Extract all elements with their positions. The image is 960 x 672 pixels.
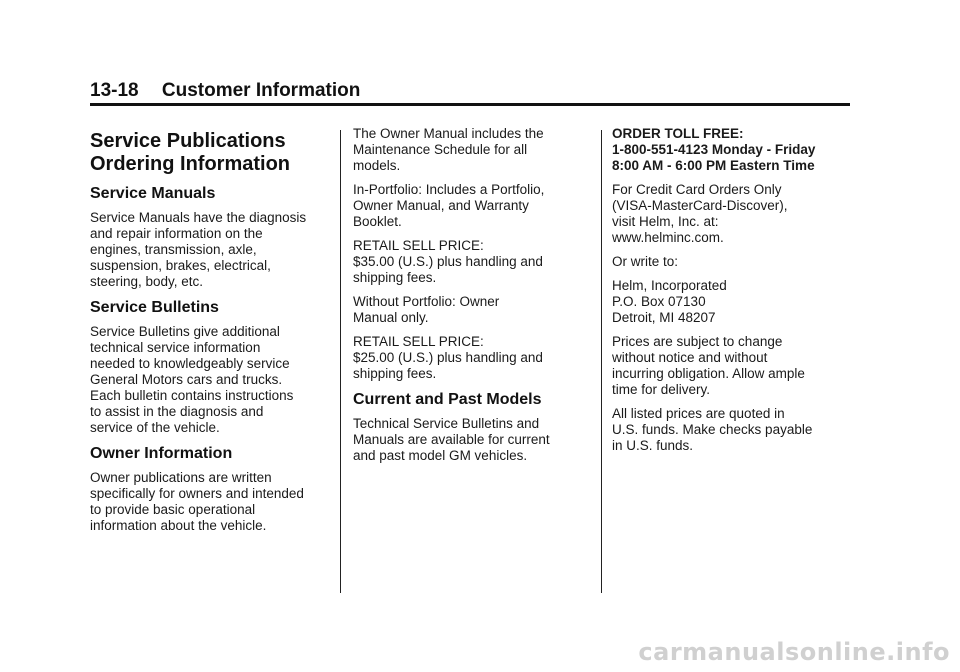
- service-manuals-heading: Service Manuals: [90, 185, 216, 202]
- write-to-text: Or write to:: [612, 254, 679, 269]
- owner-information-text: Owner publications are written specifically for owners and intended to provide basic operational information about the vehicle.: [90, 470, 304, 533]
- owner-manual-text: The Owner Manual includes the Maintenance Schedule for all models.: [353, 126, 544, 173]
- header-rule: [90, 103, 850, 106]
- mailing-address: Helm, Incorporated P.O. Box 07130 Detroit, MI 48207: [612, 278, 727, 325]
- service-bulletins-text: Service Bulletins give additional technical service information needed to knowledgeably service General Motors cars and trucks. Each bulletin contains instructions to assist in the diagnosis and service of the vehicle.: [90, 324, 294, 435]
- column-3: [612, 126, 857, 462]
- current-past-models-text: Technical Service Bulletins and Manuals are available for current and past model GM vehicles.: [353, 416, 550, 463]
- retail-price-portfolio: RETAIL SELL PRICE: $35.00 (U.S.) plus handling and shipping fees.: [353, 238, 543, 285]
- watermark: carmanualsonline.info: [638, 638, 950, 666]
- page-number: 13-18: [90, 80, 139, 101]
- service-manuals-text: Service Manuals have the diagnosis and repair information on the engines, transmission, axle, suspension, brakes, electrical, steering, body, etc.: [90, 210, 307, 289]
- order-toll-free: ORDER TOLL FREE: 1-800-551-4123 Monday - Friday 8:00 AM - 6:00 PM Eastern Time: [612, 126, 816, 173]
- page-header: [90, 80, 360, 102]
- in-portfolio-text: In-Portfolio: Includes a Portfolio, Owner Manual, and Warranty Booklet.: [353, 182, 545, 229]
- without-portfolio-text: Without Portfolio: Owner Manual only.: [353, 294, 500, 325]
- funds-notice: All listed prices are quoted in U.S. funds. Make checks payable in U.S. funds.: [612, 406, 813, 453]
- column-2: [353, 126, 598, 472]
- service-bulletins-heading: Service Bulletins: [90, 299, 219, 316]
- owner-information-heading: Owner Information: [90, 445, 233, 462]
- current-past-models-heading: Current and Past Models: [353, 391, 542, 408]
- retail-price-manual: RETAIL SELL PRICE: $25.00 (U.S.) plus handling and shipping fees.: [353, 334, 543, 381]
- section-title: Customer Information: [161, 80, 361, 101]
- prices-notice: Prices are subject to change without notice and without incurring obligation. Allow ample time for delivery.: [612, 334, 805, 397]
- column-divider: [601, 130, 602, 593]
- column-divider: [340, 130, 341, 593]
- main-title: Service Publications Ordering Information: [90, 130, 290, 175]
- credit-card-text: For Credit Card Orders Only (VISA-MasterCard-Discover), visit Helm, Inc. at: www.helminc.com.: [612, 182, 788, 245]
- column-1: [90, 126, 335, 542]
